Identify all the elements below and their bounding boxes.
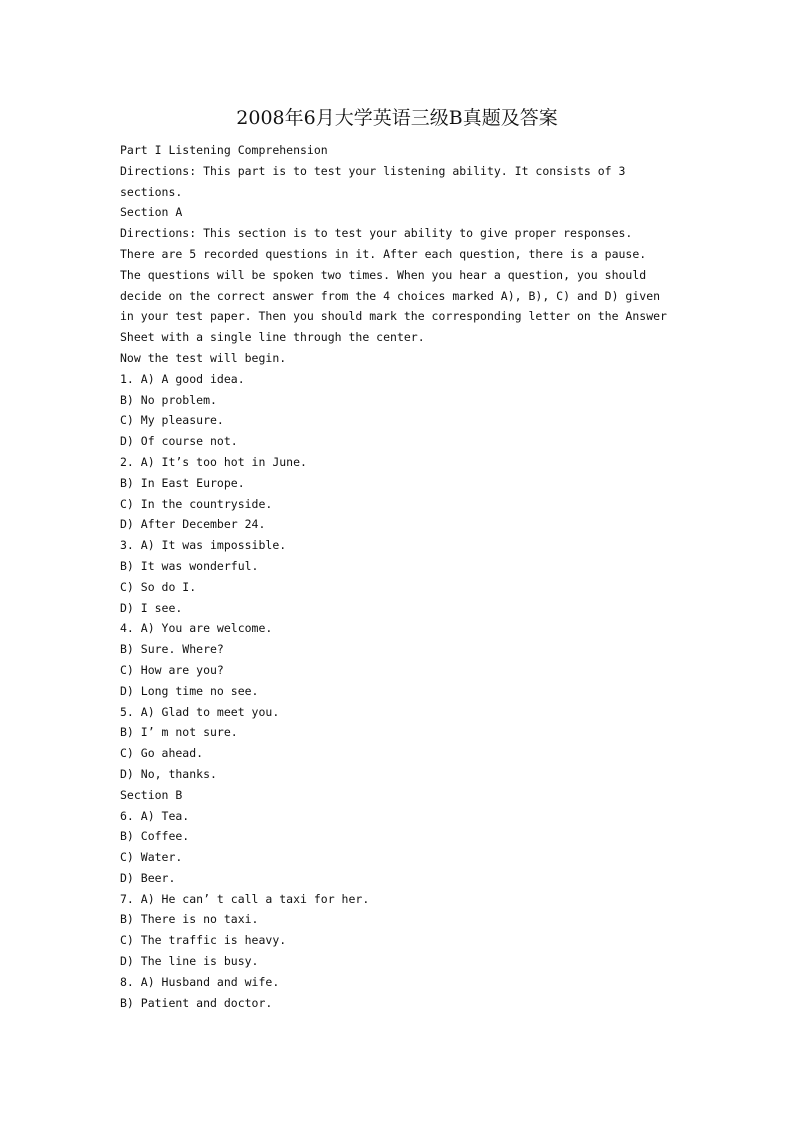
question-option: 6. A) Tea. bbox=[120, 808, 190, 823]
question-option: 7. A) He can’ t call a taxi for her. bbox=[120, 891, 370, 906]
question-option: D) Of course not. bbox=[120, 434, 238, 449]
question-option: C) The traffic is heavy. bbox=[120, 933, 287, 948]
question-option: 1. A) A good idea. bbox=[120, 371, 245, 386]
question-option: 4. A) You are welcome. bbox=[120, 621, 273, 636]
question-option: D) The line is busy. bbox=[120, 954, 259, 969]
question-option: B) No problem. bbox=[120, 392, 217, 407]
document-body bbox=[120, 140, 680, 1013]
document-title: 2008年6月大学英语三级B真题及答案 bbox=[236, 107, 558, 129]
test-begin-line: Now the test will begin. bbox=[120, 350, 287, 365]
question-option: D) I see. bbox=[120, 600, 183, 615]
question-option: B) Sure. Where? bbox=[120, 642, 224, 657]
question-option: 5. A) Glad to meet you. bbox=[120, 704, 280, 719]
question-option: D) Beer. bbox=[120, 870, 176, 885]
directions-line: There are 5 recorded questions in it. After each question, there is a pause. bbox=[120, 246, 647, 261]
question-option: D) After December 24. bbox=[120, 517, 266, 532]
question-option: 2. A) It’s too hot in June. bbox=[120, 454, 307, 469]
question-option: B) Coffee. bbox=[120, 829, 190, 844]
directions-line: Sheet with a single line through the center. bbox=[120, 330, 425, 345]
directions-line: in your test paper. Then you should mark the corresponding letter on the Answer bbox=[120, 309, 667, 324]
question-option: 3. A) It was impossible. bbox=[120, 538, 287, 553]
question-option: B) Patient and doctor. bbox=[120, 995, 273, 1010]
question-option: D) No, thanks. bbox=[120, 766, 217, 781]
question-option: 8. A) Husband and wife. bbox=[120, 974, 280, 989]
question-option: C) Go ahead. bbox=[120, 746, 204, 761]
directions-line: sections. bbox=[120, 184, 183, 199]
directions-line: Directions: This section is to test your ability to give proper responses. bbox=[120, 226, 633, 241]
question-option: B) It was wonderful. bbox=[120, 558, 259, 573]
question-option: C) So do I. bbox=[120, 579, 197, 594]
section-heading: Section A bbox=[120, 205, 183, 220]
question-option: D) Long time no see. bbox=[120, 683, 259, 698]
question-option: C) In the countryside. bbox=[120, 496, 273, 511]
question-option: C) How are you? bbox=[120, 662, 224, 677]
question-option: C) My pleasure. bbox=[120, 413, 224, 428]
question-option: B) In East Europe. bbox=[120, 475, 245, 490]
section-heading: Section B bbox=[120, 787, 183, 802]
directions-line: Directions: This part is to test your listening ability. It consists of 3 bbox=[120, 163, 626, 178]
part-heading: Part I Listening Comprehension bbox=[120, 143, 328, 157]
question-option: B) I’ m not sure. bbox=[120, 725, 238, 740]
question-option: C) Water. bbox=[120, 850, 183, 865]
question-option: B) There is no taxi. bbox=[120, 912, 259, 927]
directions-line: The questions will be spoken two times. When you hear a question, you should bbox=[120, 267, 647, 282]
directions-line: decide on the correct answer from the 4 choices marked A), B), C) and D) given bbox=[120, 288, 661, 303]
